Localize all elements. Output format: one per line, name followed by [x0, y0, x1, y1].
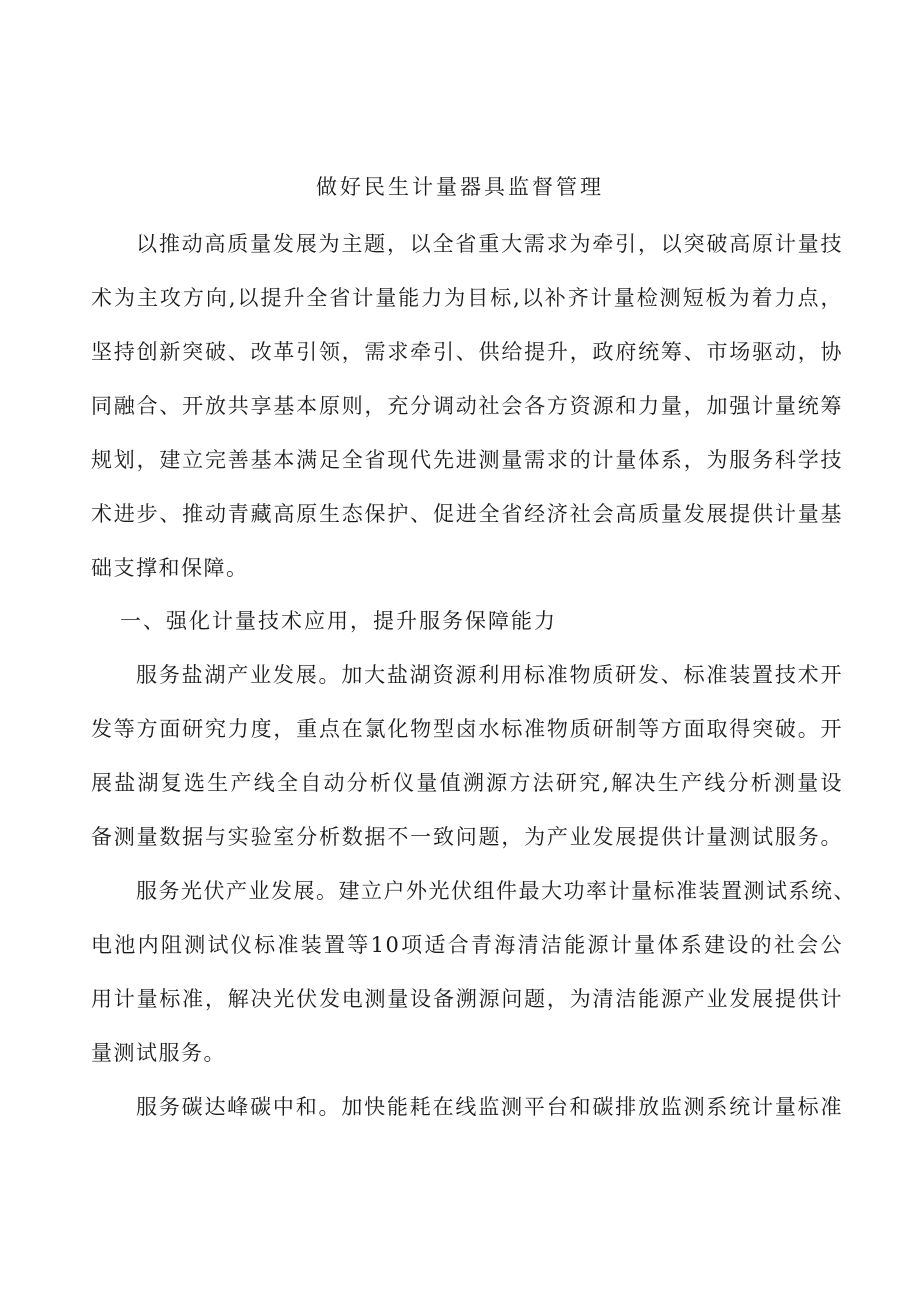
- intro-line-5: 规划，建立完善基本满足全省现代先进测量需求的计量体系，为服务科学技: [91, 448, 843, 472]
- intro-line-7: 础支撑和保障。: [91, 556, 249, 580]
- intro-line-4: 同融合、开放共享基本原则，充分调动社会各方资源和力量，加强计量统筹: [91, 394, 843, 418]
- pv-line-1: 服务光伏产业发展。建立户外光伏组件最大功率计量标准装置测试系统、: [136, 879, 856, 903]
- intro-line-2: 术为主攻方向,以提升全省计量能力为目标,以补齐计量检测短板为着力点，: [91, 286, 843, 310]
- pv-line-3: 用计量标准，解决光伏发电测量设备溯源问题，为清洁能源产业发展提供计: [91, 987, 843, 1011]
- carbon-line-1: 服务碳达峰碳中和。加快能耗在线监测平台和碳排放监测系统计量标准: [136, 1095, 843, 1119]
- intro-line-3: 坚持创新突破、改革引领，需求牵引、供给提升，政府统筹、市场驱动，协: [91, 340, 843, 364]
- pv-line-4: 量测试服务。: [91, 1041, 226, 1065]
- salt-lake-line-1: 服务盐湖产业发展。加大盐湖资源利用标准物质研发、标准装置技术开: [136, 663, 843, 687]
- section-heading: 一、强化计量技术应用，提升服务保障能力: [120, 609, 557, 633]
- salt-lake-line-2: 发等方面研究力度，重点在氯化物型卤水标准物质研制等方面取得突破。开: [91, 717, 843, 741]
- pv-line-2: 电池内阻测试仪标准装置等10项适合青海清洁能源计量体系建设的社会公: [91, 933, 843, 957]
- intro-line-6: 术进步、推动青藏高原生态保护、促进全省经济社会高质量发展提供计量基: [91, 502, 843, 526]
- intro-line-1: 以推动高质量发展为主题，以全省重大需求为牵引，以突破高原计量技: [136, 232, 843, 256]
- salt-lake-line-3: 展盐湖复选生产线全自动分析仪量值溯源方法研究,解决生产线分析测量设: [91, 771, 843, 795]
- salt-lake-line-4: 备测量数据与实验室分析数据不一致问题，为产业发展提供计量测试服务。: [91, 825, 843, 849]
- document-title: 做好民生计量器具监督管理: [316, 175, 604, 199]
